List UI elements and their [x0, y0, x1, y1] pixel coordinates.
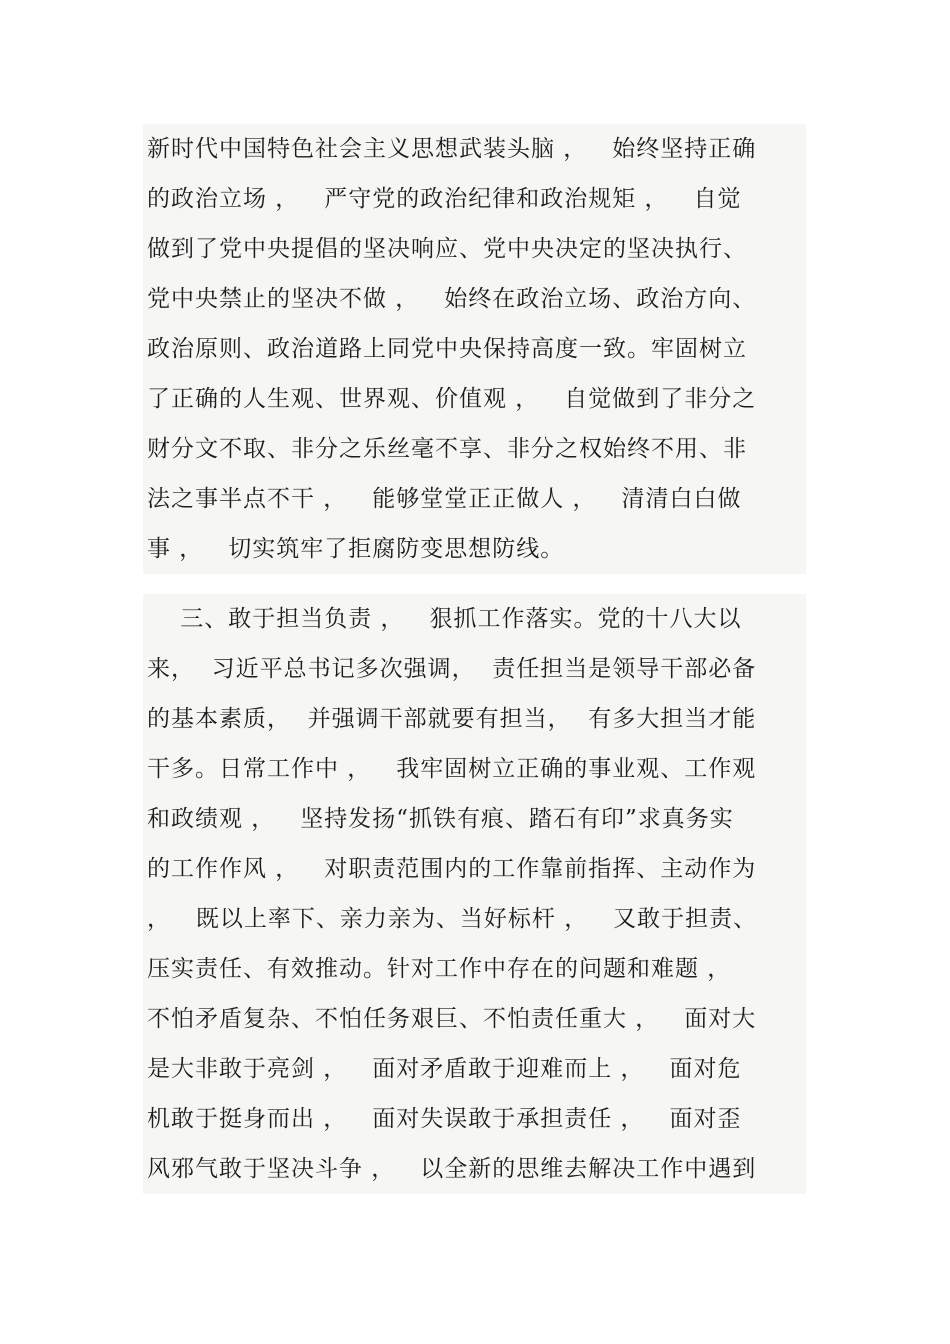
text-line: 法之事半点不干 ， 能够堂堂正正做人 ， 清清白白做: [147, 486, 742, 512]
paragraph-political-stance: [143, 124, 806, 574]
text-line: 了正确的人生观、世界观、价值观 ， 自觉做到了非分之: [147, 386, 757, 412]
text-line: 三、敢于担当负责 ， 狠抓工作落实。党的十八大以: [147, 606, 742, 632]
text-line: 是大非敢于亮剑 ， 面对矛盾敢于迎难而上 ， 面对危: [147, 1056, 742, 1082]
text-line: 事 ， 切实筑牢了拒腐防变思想防线。: [147, 536, 565, 562]
text-line: 的基本素质， 并强调干部就要有担当， 有多大担当才能: [147, 706, 757, 732]
text-line: 压实责任、有效推动。针对工作中存在的问题和难题 ，: [147, 956, 732, 982]
text-line: 风邪气敢于坚决斗争 ， 以全新的思维去解决工作中遇到: [147, 1156, 757, 1182]
text-line: 来， 习近平总书记多次强调， 责任担当是领导干部必备: [147, 656, 757, 682]
text-line: 和政绩观 ， 坚持发扬“抓铁有痕、踏石有印”求真务实: [147, 806, 734, 832]
text-line: 财分文不取、非分之乐丝毫不享、非分之权始终不用、非: [147, 436, 747, 462]
text-line: 机敢于挺身而出 ， 面对失误敢于承担责任 ， 面对歪: [147, 1106, 742, 1132]
text-line: 政治原则、政治道路上同党中央保持高度一致。牢固树立: [147, 336, 747, 362]
text-line: 新时代中国特色社会主义思想武装头脑 ， 始终坚持正确: [147, 136, 757, 162]
text-line: 不怕矛盾复杂、不怕任务艰巨、不怕责任重大 ， 面对大: [147, 1006, 757, 1032]
text-line: 的工作作风 ， 对职责范围内的工作靠前指挥、主动作为: [147, 856, 757, 882]
text-line: 做到了党中央提倡的坚决响应、党中央决定的坚决执行、: [147, 236, 747, 262]
text-line: ， 既以上率下、亲力亲为、当好标杆 ， 又敢于担责、: [147, 906, 758, 932]
paragraph-responsibility: [143, 594, 806, 1194]
text-line: 干多。日常工作中 ， 我牢固树立正确的事业观、工作观: [147, 756, 757, 782]
text-line: 党中央禁止的坚决不做 ， 始终在政治立场、政治方向、: [147, 286, 757, 312]
text-line: 的政治立场 ， 严守党的政治纪律和政治规矩 ， 自觉: [147, 186, 742, 212]
